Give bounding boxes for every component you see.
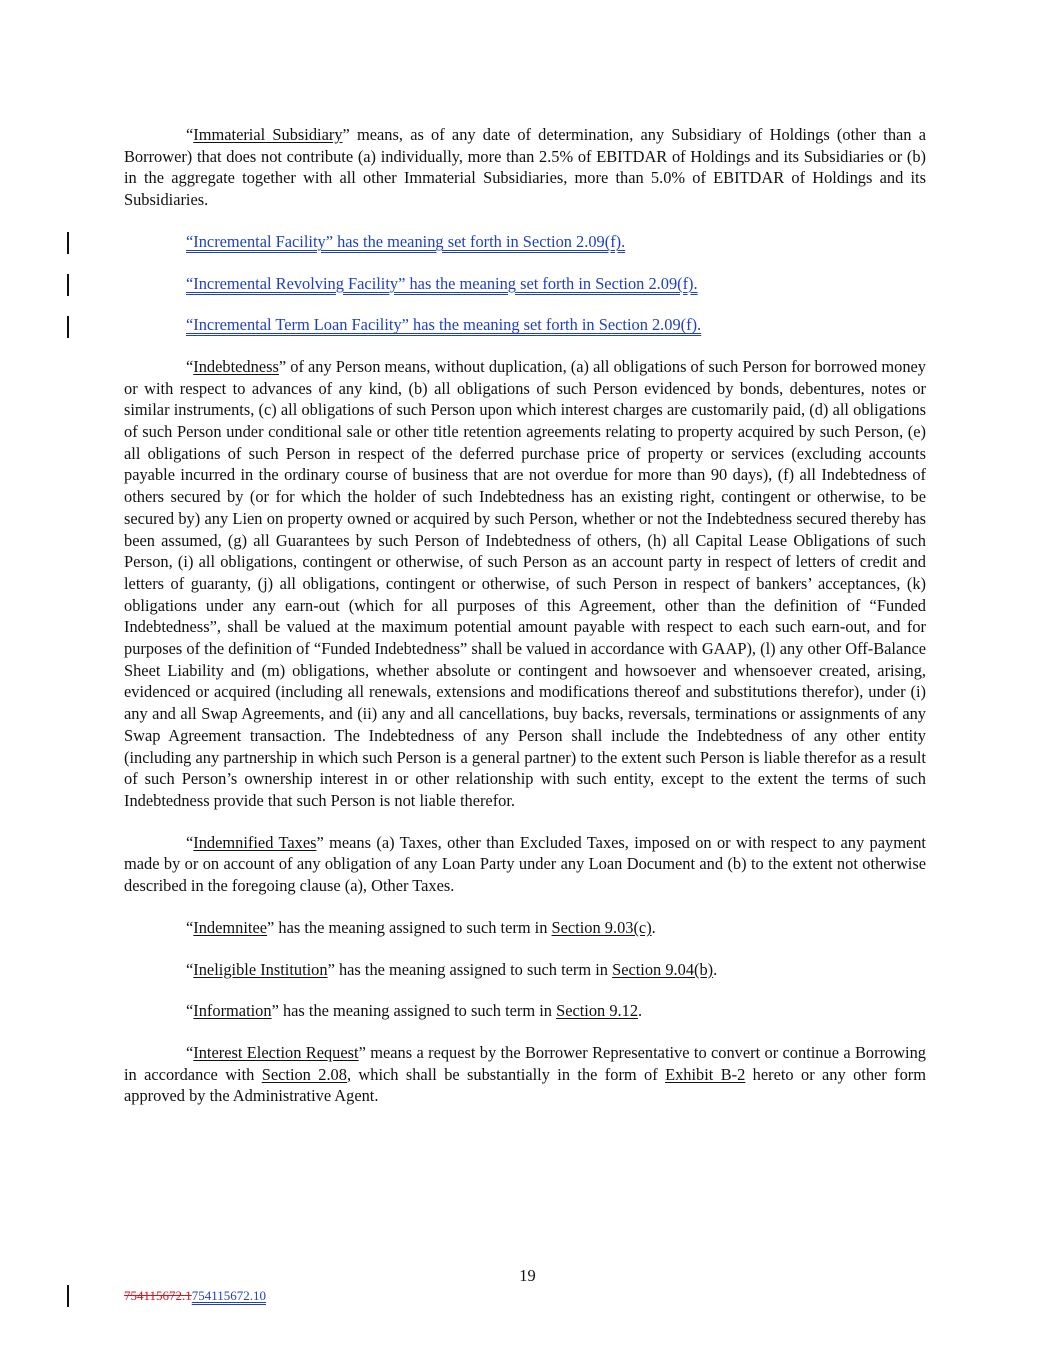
definition-information: “Information” has the meaning assigned to such term in Section 9.12. (186, 1001, 643, 1021)
change-bar (67, 232, 69, 254)
document-body (124, 124, 926, 1107)
inserted-doc-id: 754115672.10 (191, 1288, 267, 1303)
inserted-text: “Incremental Term Loan Facility” has the meaning set forth in Section 2.09(f). (186, 315, 702, 335)
definition-immaterial-subsidiary: “Immaterial Subsidiary” means, as of any date of determination, any Subsidiary of Holdings (other than a Borrower) that does not contribute (a) individually, more than 2.5% of EBITDAR of Holdings and its Subsidiaries or (b) in the aggregate together with all other Immaterial Subsidiaries, more than 5.0% of EBITDAR of Holdings and its Subsidiaries. (124, 125, 926, 210)
inserted-text: “Incremental Revolving Facility” has the meaning set forth in Section 2.09(f). (186, 273, 698, 293)
page-number: 19 (519, 1266, 536, 1285)
definition-indemnitee: “Indemnitee” has the meaning assigned to such term in Section 9.03(c). (186, 917, 656, 937)
document-id (124, 1288, 266, 1304)
defined-term: Interest Election Request (193, 1042, 359, 1062)
definition-incremental-revolving-facility (124, 273, 926, 295)
defined-term: Information (193, 1001, 272, 1021)
defined-term: Ineligible Institution (193, 959, 328, 979)
section-reference: Section 9.04(b) (612, 959, 714, 979)
definition-incremental-facility (124, 231, 926, 253)
change-bar (67, 274, 69, 296)
inserted-text: “Incremental Facility” has the meaning set forth in Section 2.09(f). (186, 231, 626, 251)
exhibit-reference: Exhibit B-2 (665, 1064, 746, 1084)
section-reference: Section 2.08 (261, 1064, 347, 1084)
definition-indebtedness: “Indebtedness” of any Person means, without duplication, (a) all obligations of such Person for borrowed money or with respect to advances of any kind, (b) all obligations of such Person evidenced by bonds, debentures, notes or similar instruments, (c) all obligations of such Person upon which interest charges are customarily paid, (d) all obligations of such Person under conditional sale or other title retention agreements relating to property acquired by such Person, (e) all obligations of such Person in respect of the deferred purchase price of property or services (excluding accounts payable incurred in the ordinary course of business that are not overdue for more than 90 days), (f) all Indebtedness of others secured by (or for which the holder of such Indebtedness has an existing right, contingent or otherwise, to be secured by) any Lien on property owned or acquired by such Person, whether or not the Indebtedness secured thereby has been assumed, (g) all Guarantees by such Person of Indebtedness of others, (h) all Capital Lease Obligations of such Person, (i) all obligations, contingent or otherwise, of such Person as an account party in respect of letters of credit and letters of guaranty, (j) all obligations, contingent or otherwise, of such Person in respect of bankers’ acceptances, (k) obligations under any earn-out (which for all purposes of this Agreement, other than the definition of “Funded Indebtedness”, shall be valued at the maximum potential amount payable with respect to each such earn-out, and for purposes of the definition of “Funded Indebtedness” shall be valued in accordance with GAAP), (l) any other Off-Balance Sheet Liability and (m) obligations, whether absolute or contingent and howsoever and whensoever created, arising, evidenced or acquired (including all renewals, extensions and modifications thereof and substitutions therefor), under (i) any and all Swap Agreements, and (ii) any and all cancellations, buy backs, reversals, terminations or assignments of any Swap Agreement transaction. The Indebtedness of any Person shall include the Indebtedness of any other entity (including any partnership in which such Person is a general partner) to the extent such Person is liable therefor as a result of such Person’s ownership interest in or other relationship with such entity, except to the extent the terms of such Indebtedness provide that such Person is not liable therefor. (124, 356, 926, 810)
defined-term: Indebtedness (193, 356, 279, 376)
deleted-doc-id: 754115672.1 (124, 1288, 192, 1303)
section-reference: Section 9.03(c) (551, 917, 652, 937)
definition-indemnified-taxes: “Indemnified Taxes” means (a) Taxes, other than Excluded Taxes, imposed on or with respect to any payment made by or on account of any obligation of any Loan Party under any Loan Document and (b) to the extent not otherwise described in the foregoing clause (a), Other Taxes. (124, 832, 926, 896)
change-bar (67, 1285, 69, 1307)
change-bar (67, 316, 69, 338)
defined-term: Indemnified Taxes (193, 832, 317, 852)
definition-interest-election-request: “Interest Election Request” means a request by the Borrower Representative to convert or continue a Borrowing in accordance with Section 2.08, which shall be substantially in the form of Exhibit B-2 hereto or any other form approved by the Administrative Agent. (124, 1042, 926, 1106)
defined-term: Indemnitee (193, 917, 268, 937)
definition-incremental-term-loan-facility (124, 314, 926, 336)
section-reference: Section 9.12 (556, 1001, 639, 1021)
defined-term: Immaterial Subsidiary (193, 125, 343, 144)
definition-ineligible-institution: “Ineligible Institution” has the meaning assigned to such term in Section 9.04(b). (186, 959, 718, 979)
